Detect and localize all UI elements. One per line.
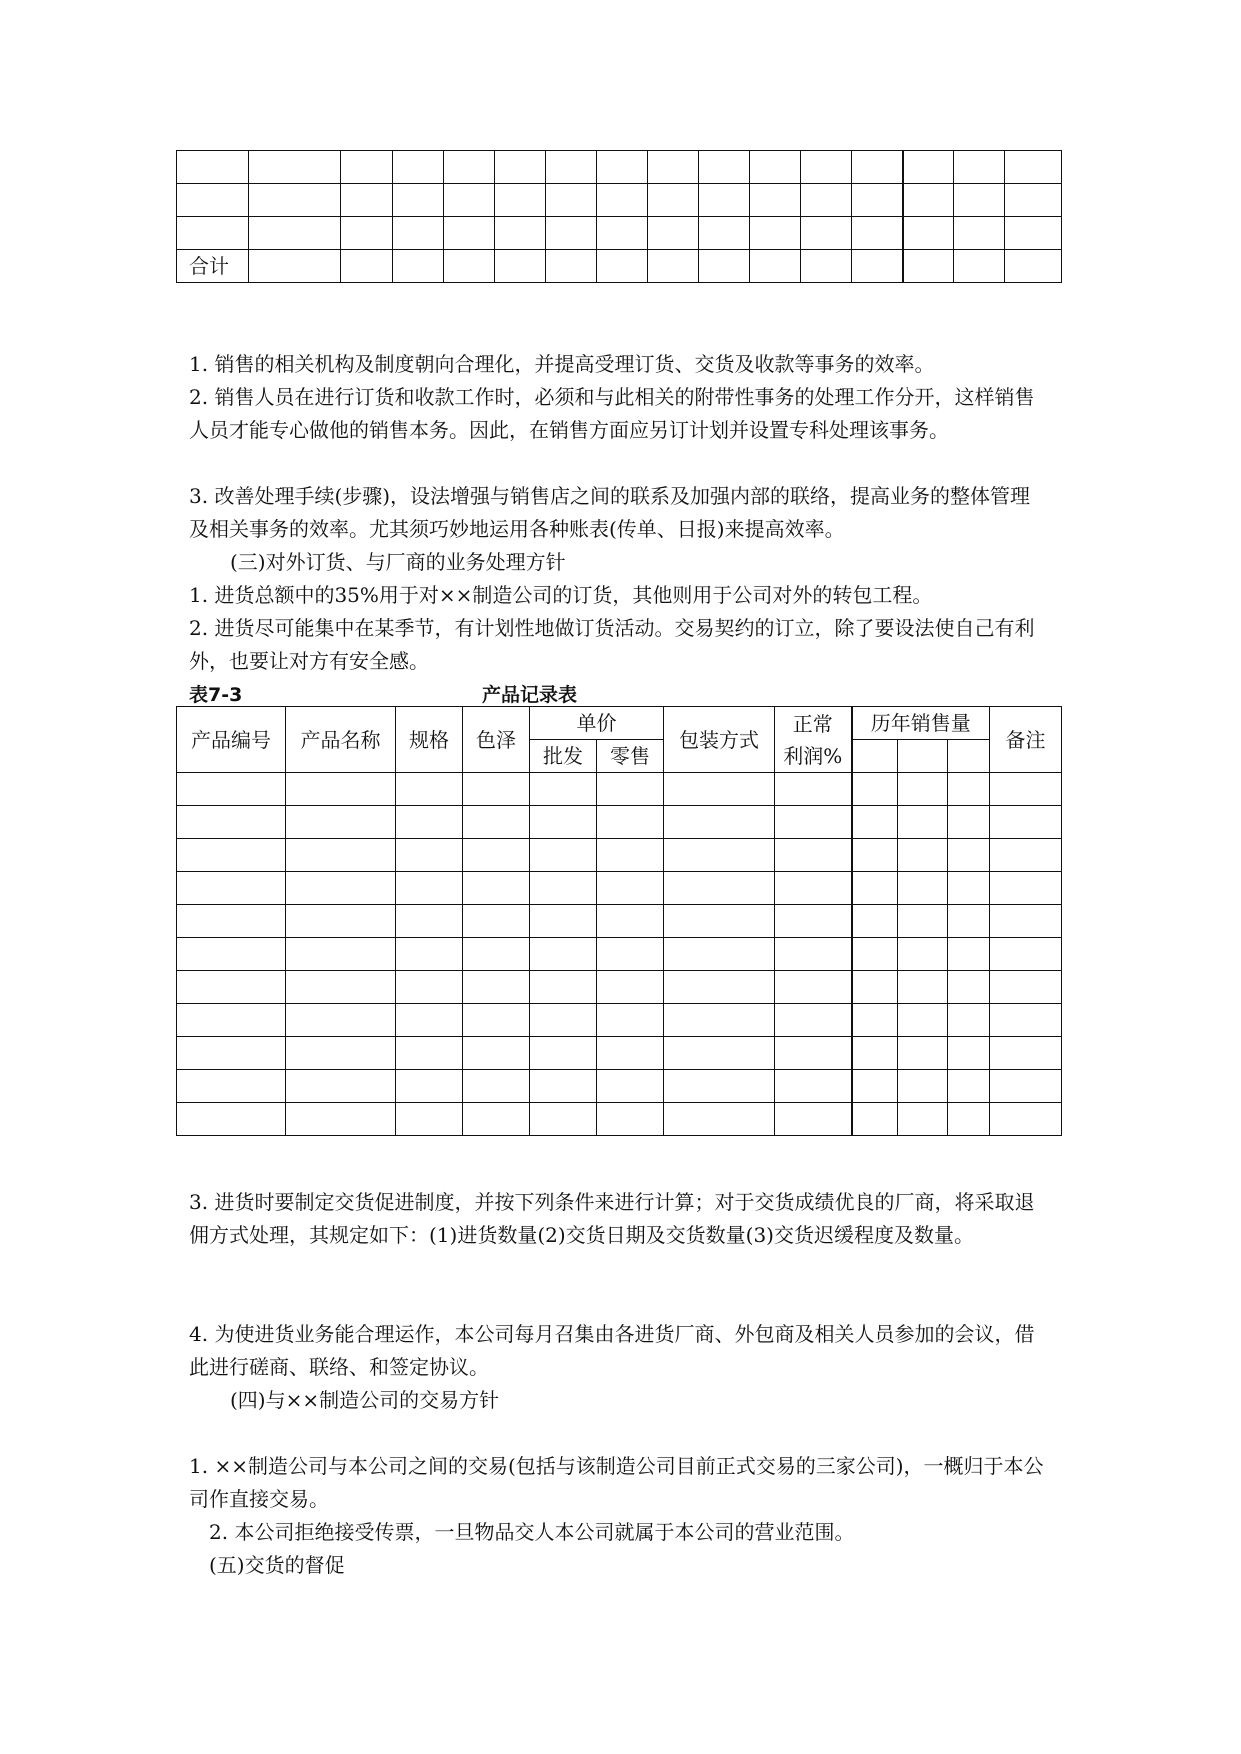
table-row: [177, 905, 1062, 938]
header-profit-line2: 利润%: [783, 743, 843, 768]
table-row: [177, 938, 1062, 971]
table-row: [177, 1103, 1062, 1136]
table-row: [177, 250, 1062, 283]
table-row: [177, 1070, 1062, 1103]
table-row: [177, 773, 1062, 806]
paragraph-2: 2. 销售人员在进行订货和收款工作时，必须和与此相关的附带性事务的处理工作分开，这样销售人员才能专心做他的销售本务。因此，在销售方面应另订计划并设置专科处理该事务。: [189, 385, 1035, 442]
paragraph-8: 1. ××制造公司与本公司之间的交易(包括与该制造公司目前正式交易的三家公司)，一概归于本公司作直接交易。: [189, 1454, 1044, 1511]
section-heading-4: (四)与××制造公司的交易方针: [230, 1388, 500, 1412]
total-label: 合计: [177, 250, 249, 283]
header-retail: 零售: [597, 740, 664, 773]
header-history-sales: 历年销售量: [852, 707, 990, 740]
paragraph-9: 2. 本公司拒绝接受传票，一旦物品交人本公司就属于本公司的营业范围。: [209, 1520, 855, 1544]
table-row: [177, 217, 1062, 250]
product-record-table: [176, 706, 1062, 1136]
header-profit-line1: 正常: [792, 711, 833, 736]
paragraph-6: 3. 进货时要制定交货促进制度，并按下列条件来进行计算；对于交货成绩优良的厂商，将采取退佣方式处理，其规定如下：(1)进货数量(2)交货日期及交货数量(3)交货迟缓程度及数量。: [189, 1190, 1035, 1247]
paragraph-1: 1. 销售的相关机构及制度朝向合理化，并提高受理订货、交货及收款等事务的效率。: [189, 352, 935, 376]
paragraph-5: 2. 进货尽可能集中在某季节，有计划性地做订货活动。交易契约的订立，除了要设法使自己有利外，也要让对方有安全感。: [189, 616, 1035, 673]
table-row: [177, 872, 1062, 905]
table-row: [177, 184, 1062, 217]
top-summary-table: [176, 150, 1062, 283]
table-row: [177, 1037, 1062, 1070]
section-heading-3: (三)对外订货、与厂商的业务处理方针: [230, 550, 566, 574]
header-spec: 规格: [396, 707, 463, 773]
table-header-row: [177, 707, 1062, 740]
header-product-name: 产品名称: [286, 707, 396, 773]
paragraph-4: 1. 进货总额中的35%用于对××制造公司的订货，其他则用于公司对外的转包工程。: [189, 583, 933, 607]
header-wholesale: 批发: [530, 740, 597, 773]
table-row: [177, 151, 1062, 184]
table-row: [177, 806, 1062, 839]
paragraph-7: 4. 为使进货业务能合理运作，本公司每月召集由各进货厂商、外包商及相关人员参加的会议，借此进行磋商、联络、和签定协议。: [189, 1322, 1035, 1379]
table-row: [177, 1004, 1062, 1037]
paragraph-3: 3. 改善处理手续(步骤)，设法增强与销售店之间的联系及加强内部的联络，提高业务的整体管理及相关事务的效率。尤其须巧妙地运用各种账表(传单、日报)来提高效率。: [189, 484, 1031, 541]
header-unit-price: 单价: [530, 707, 664, 740]
table-row: [177, 971, 1062, 1004]
header-remarks: 备注: [990, 707, 1062, 773]
table-row: [177, 839, 1062, 872]
header-color: 色泽: [463, 707, 530, 773]
header-profit: [775, 707, 852, 773]
header-product-code: 产品编号: [177, 707, 286, 773]
header-packaging: 包装方式: [664, 707, 775, 773]
table-title: 产品记录表: [482, 684, 578, 706]
table-number: 表7-3: [189, 684, 243, 706]
section-heading-5: (五)交货的督促: [209, 1553, 345, 1577]
